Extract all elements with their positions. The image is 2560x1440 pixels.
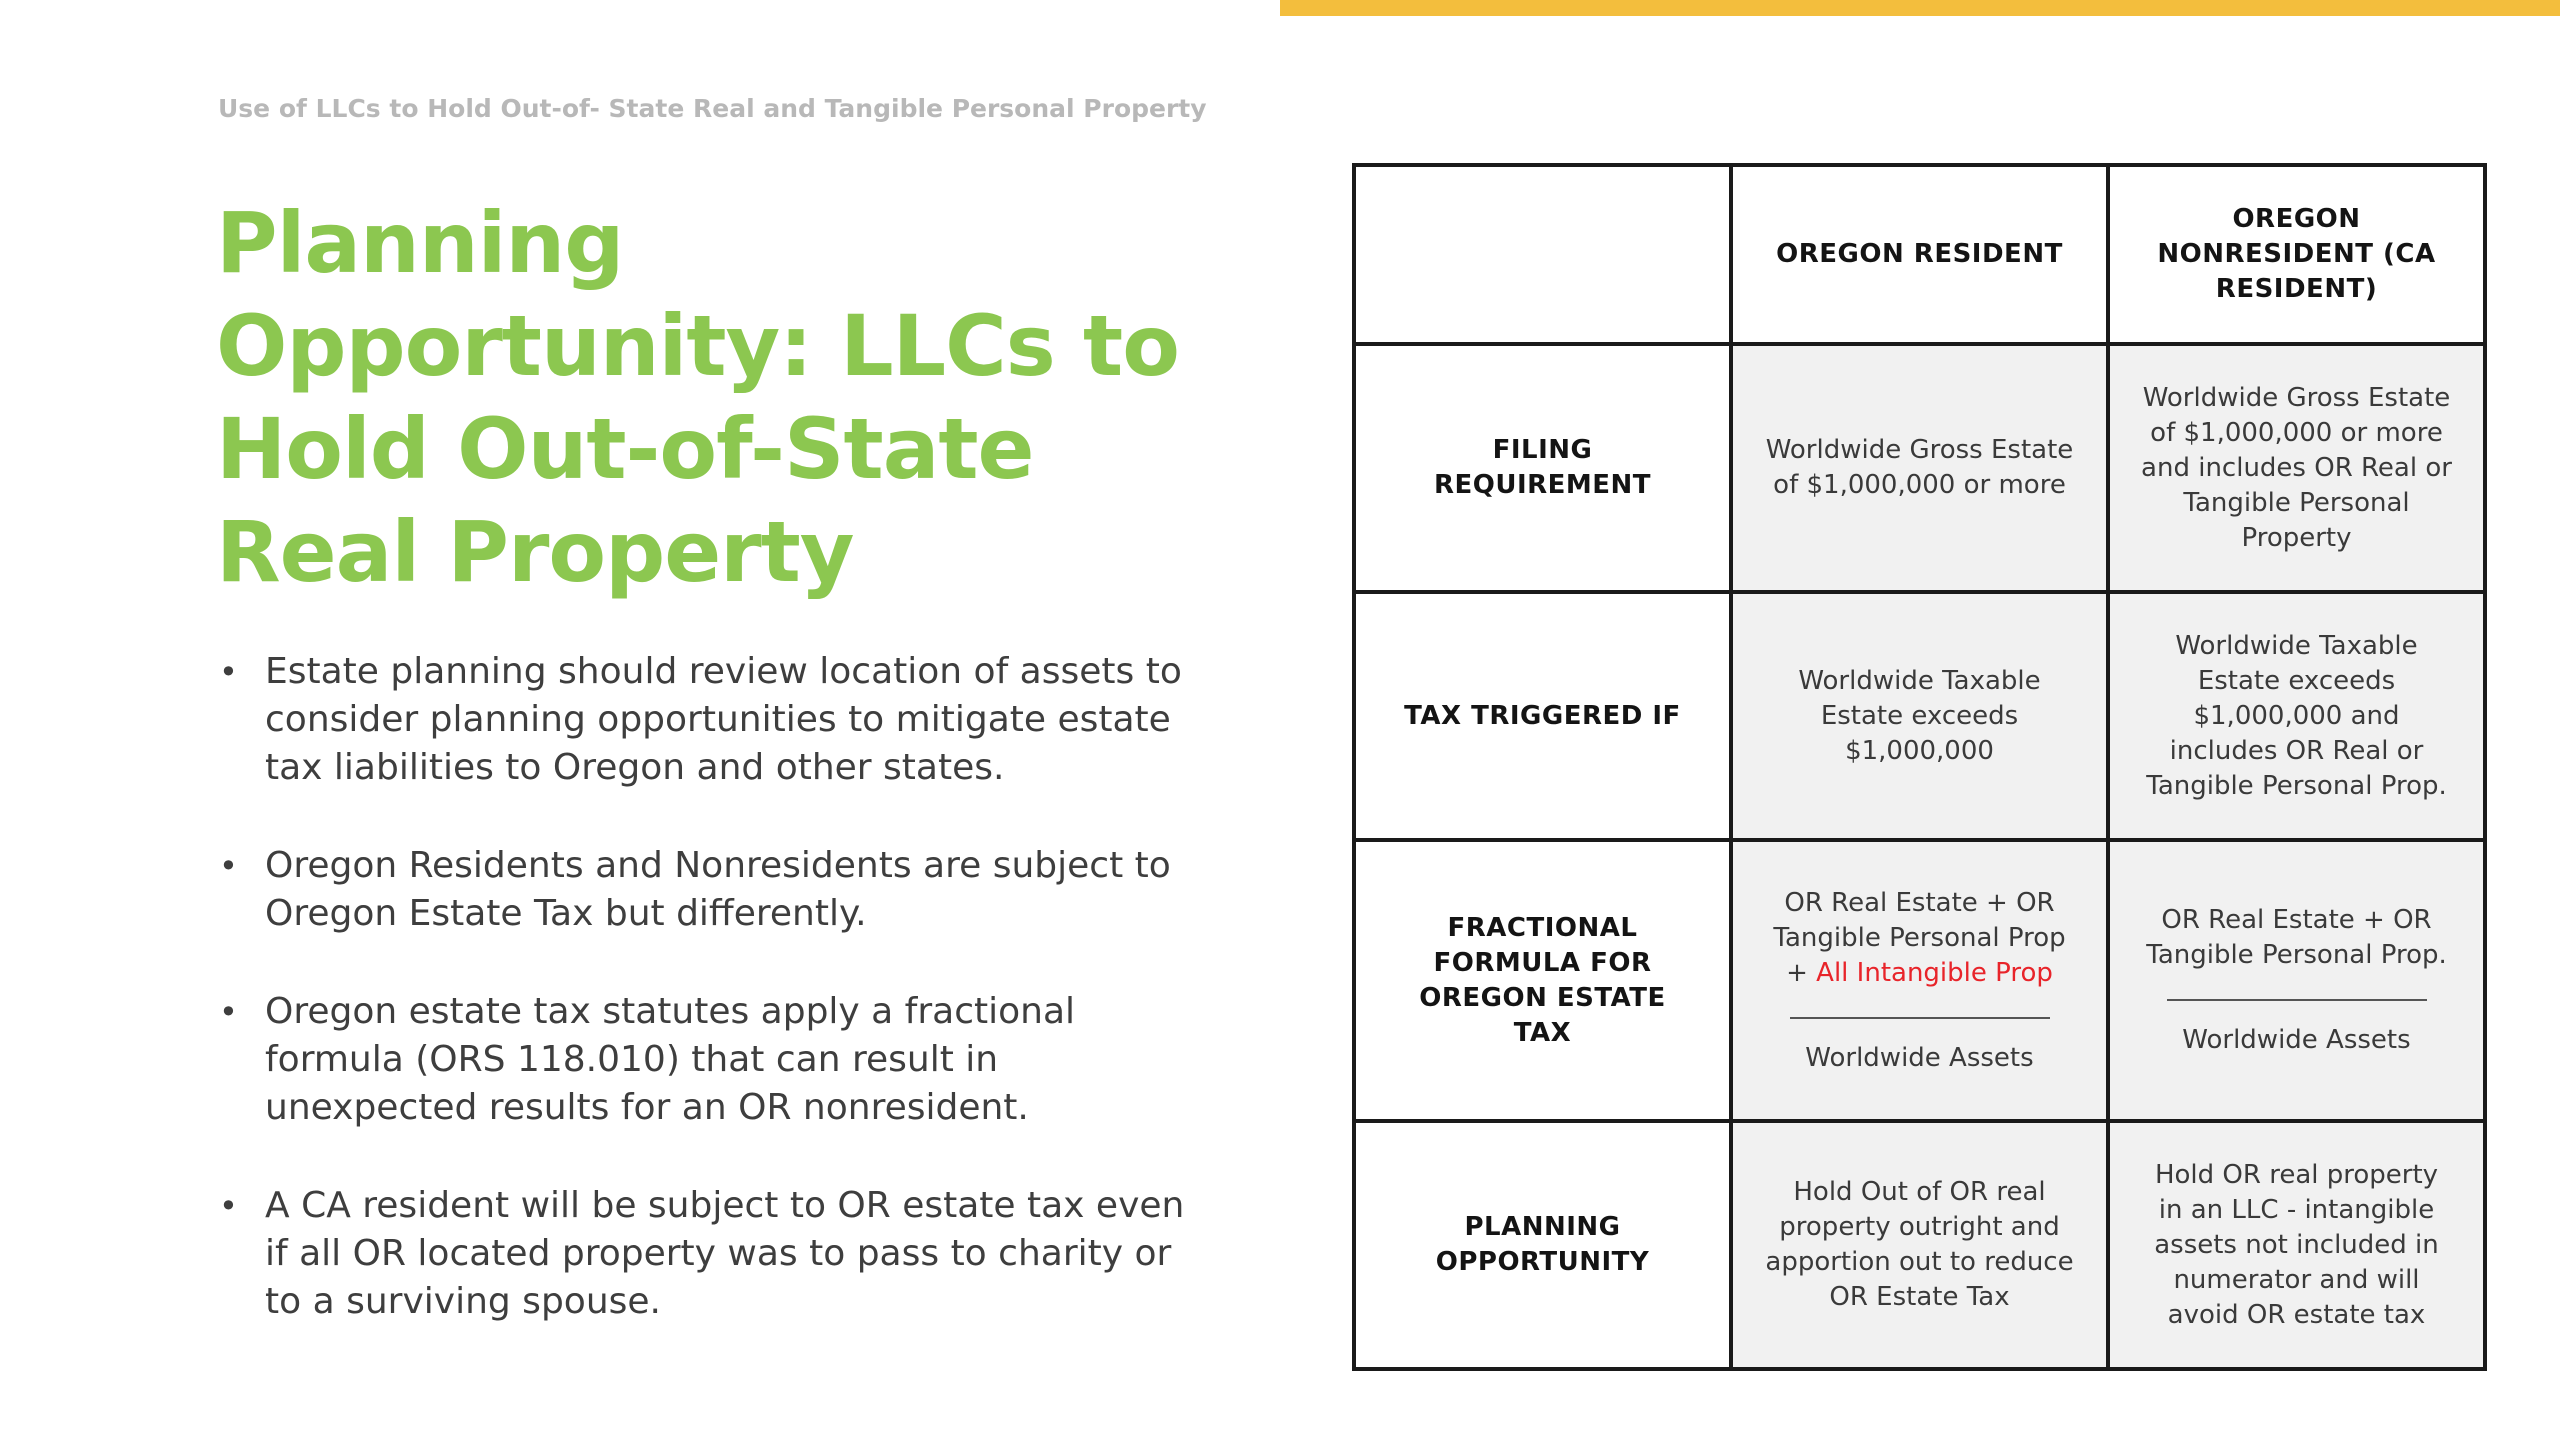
- cell-planning-resident: Hold Out of OR real property outright and apportion out to reduce OR Estate Tax: [1731, 1121, 2108, 1369]
- fraction-divider: [1790, 1017, 2050, 1019]
- fraction-divider: [2167, 999, 2427, 1001]
- bullet-item: [215, 648, 1215, 792]
- row-label-fractional-formula: FRACTIONAL FORMULA FOR OREGON ESTATE TAX: [1354, 840, 1731, 1121]
- bullet-dot-icon: •: [219, 653, 238, 691]
- formula-numerator: [1763, 886, 2076, 991]
- bullet-item: [215, 988, 1215, 1132]
- row-label-tax-triggered: TAX TRIGGERED IF: [1354, 592, 1731, 840]
- bullet-text: Oregon Residents and Nonresidents are subject to Oregon Estate Tax but differently.: [265, 845, 1171, 934]
- bullet-item: [215, 1182, 1215, 1326]
- slide-subtitle: Use of LLCs to Hold Out-of- State Real and Tangible Personal Property: [218, 94, 1207, 123]
- numerator-text: OR Real Estate + OR Tangible Personal Prop: [1773, 887, 2066, 953]
- bullet-text: Oregon estate tax statutes apply a fractional formula (ORS 118.010) that can result in unexpected results for an OR nonresident.: [265, 991, 1076, 1128]
- cell-planning-nonresident: Hold OR real property in an LLC - intangible assets not included in numerator and will avoid OR estate tax: [2108, 1121, 2485, 1369]
- bullet-item: [215, 842, 1215, 938]
- bullet-text: A CA resident will be subject to OR estate tax even if all OR located property was to pass to charity or to a surviving spouse.: [265, 1185, 1185, 1322]
- bullet-text: Estate planning should review location of assets to consider planning opportunities to mitigate estate tax liabilities to Oregon and other states.: [265, 651, 1182, 788]
- table-header-row: [1354, 165, 2485, 344]
- formula-denominator: Worldwide Assets: [2182, 1025, 2411, 1055]
- formula-numerator: OR Real Estate + OR Tangible Personal Prop.: [2146, 905, 2447, 970]
- intangible-highlight: All Intangible Prop: [1816, 957, 2053, 988]
- cell-formula-resident: [1731, 840, 2108, 1121]
- table-row-planning-opportunity: [1354, 1121, 2485, 1369]
- bullet-dot-icon: •: [219, 1187, 238, 1225]
- numerator-plus: +: [1786, 957, 1817, 988]
- header-oregon-nonresident: OREGON NONRESIDENT (CA RESIDENT): [2108, 165, 2485, 344]
- comparison-table: [1352, 163, 2487, 1371]
- slide-title: Planning Opportunity: LLCs to Hold Out-of-State Real Property: [216, 194, 1179, 601]
- cell-tax-nonresident: Worldwide Taxable Estate exceeds $1,000,000 and includes OR Real or Tangible Personal Prop.: [2108, 592, 2485, 840]
- bullet-dot-icon: •: [219, 847, 238, 885]
- table-row-tax-triggered: [1354, 592, 2485, 840]
- row-label-filing-requirement: FILING REQUIREMENT: [1354, 344, 1731, 592]
- header-empty-cell: [1354, 165, 1731, 344]
- header-oregon-resident: OREGON RESIDENT: [1731, 165, 2108, 344]
- table-row-filing: [1354, 344, 2485, 592]
- bullet-dot-icon: •: [219, 993, 238, 1031]
- formula-denominator: Worldwide Assets: [1805, 1042, 2034, 1073]
- cell-filing-nonresident: Worldwide Gross Estate of $1,000,000 or more and includes OR Real or Tangible Personal Property: [2108, 344, 2485, 592]
- cell-filing-resident: Worldwide Gross Estate of $1,000,000 or more: [1731, 344, 2108, 592]
- top-accent-bar: [1280, 0, 2560, 16]
- bullet-list: [215, 648, 1215, 1376]
- cell-tax-resident: Worldwide Taxable Estate exceeds $1,000,000: [1731, 592, 2108, 840]
- cell-formula-nonresident: [2108, 840, 2485, 1121]
- table-row-fractional-formula: [1354, 840, 2485, 1121]
- row-label-planning-opportunity: PLANNING OPPORTUNITY: [1354, 1121, 1731, 1369]
